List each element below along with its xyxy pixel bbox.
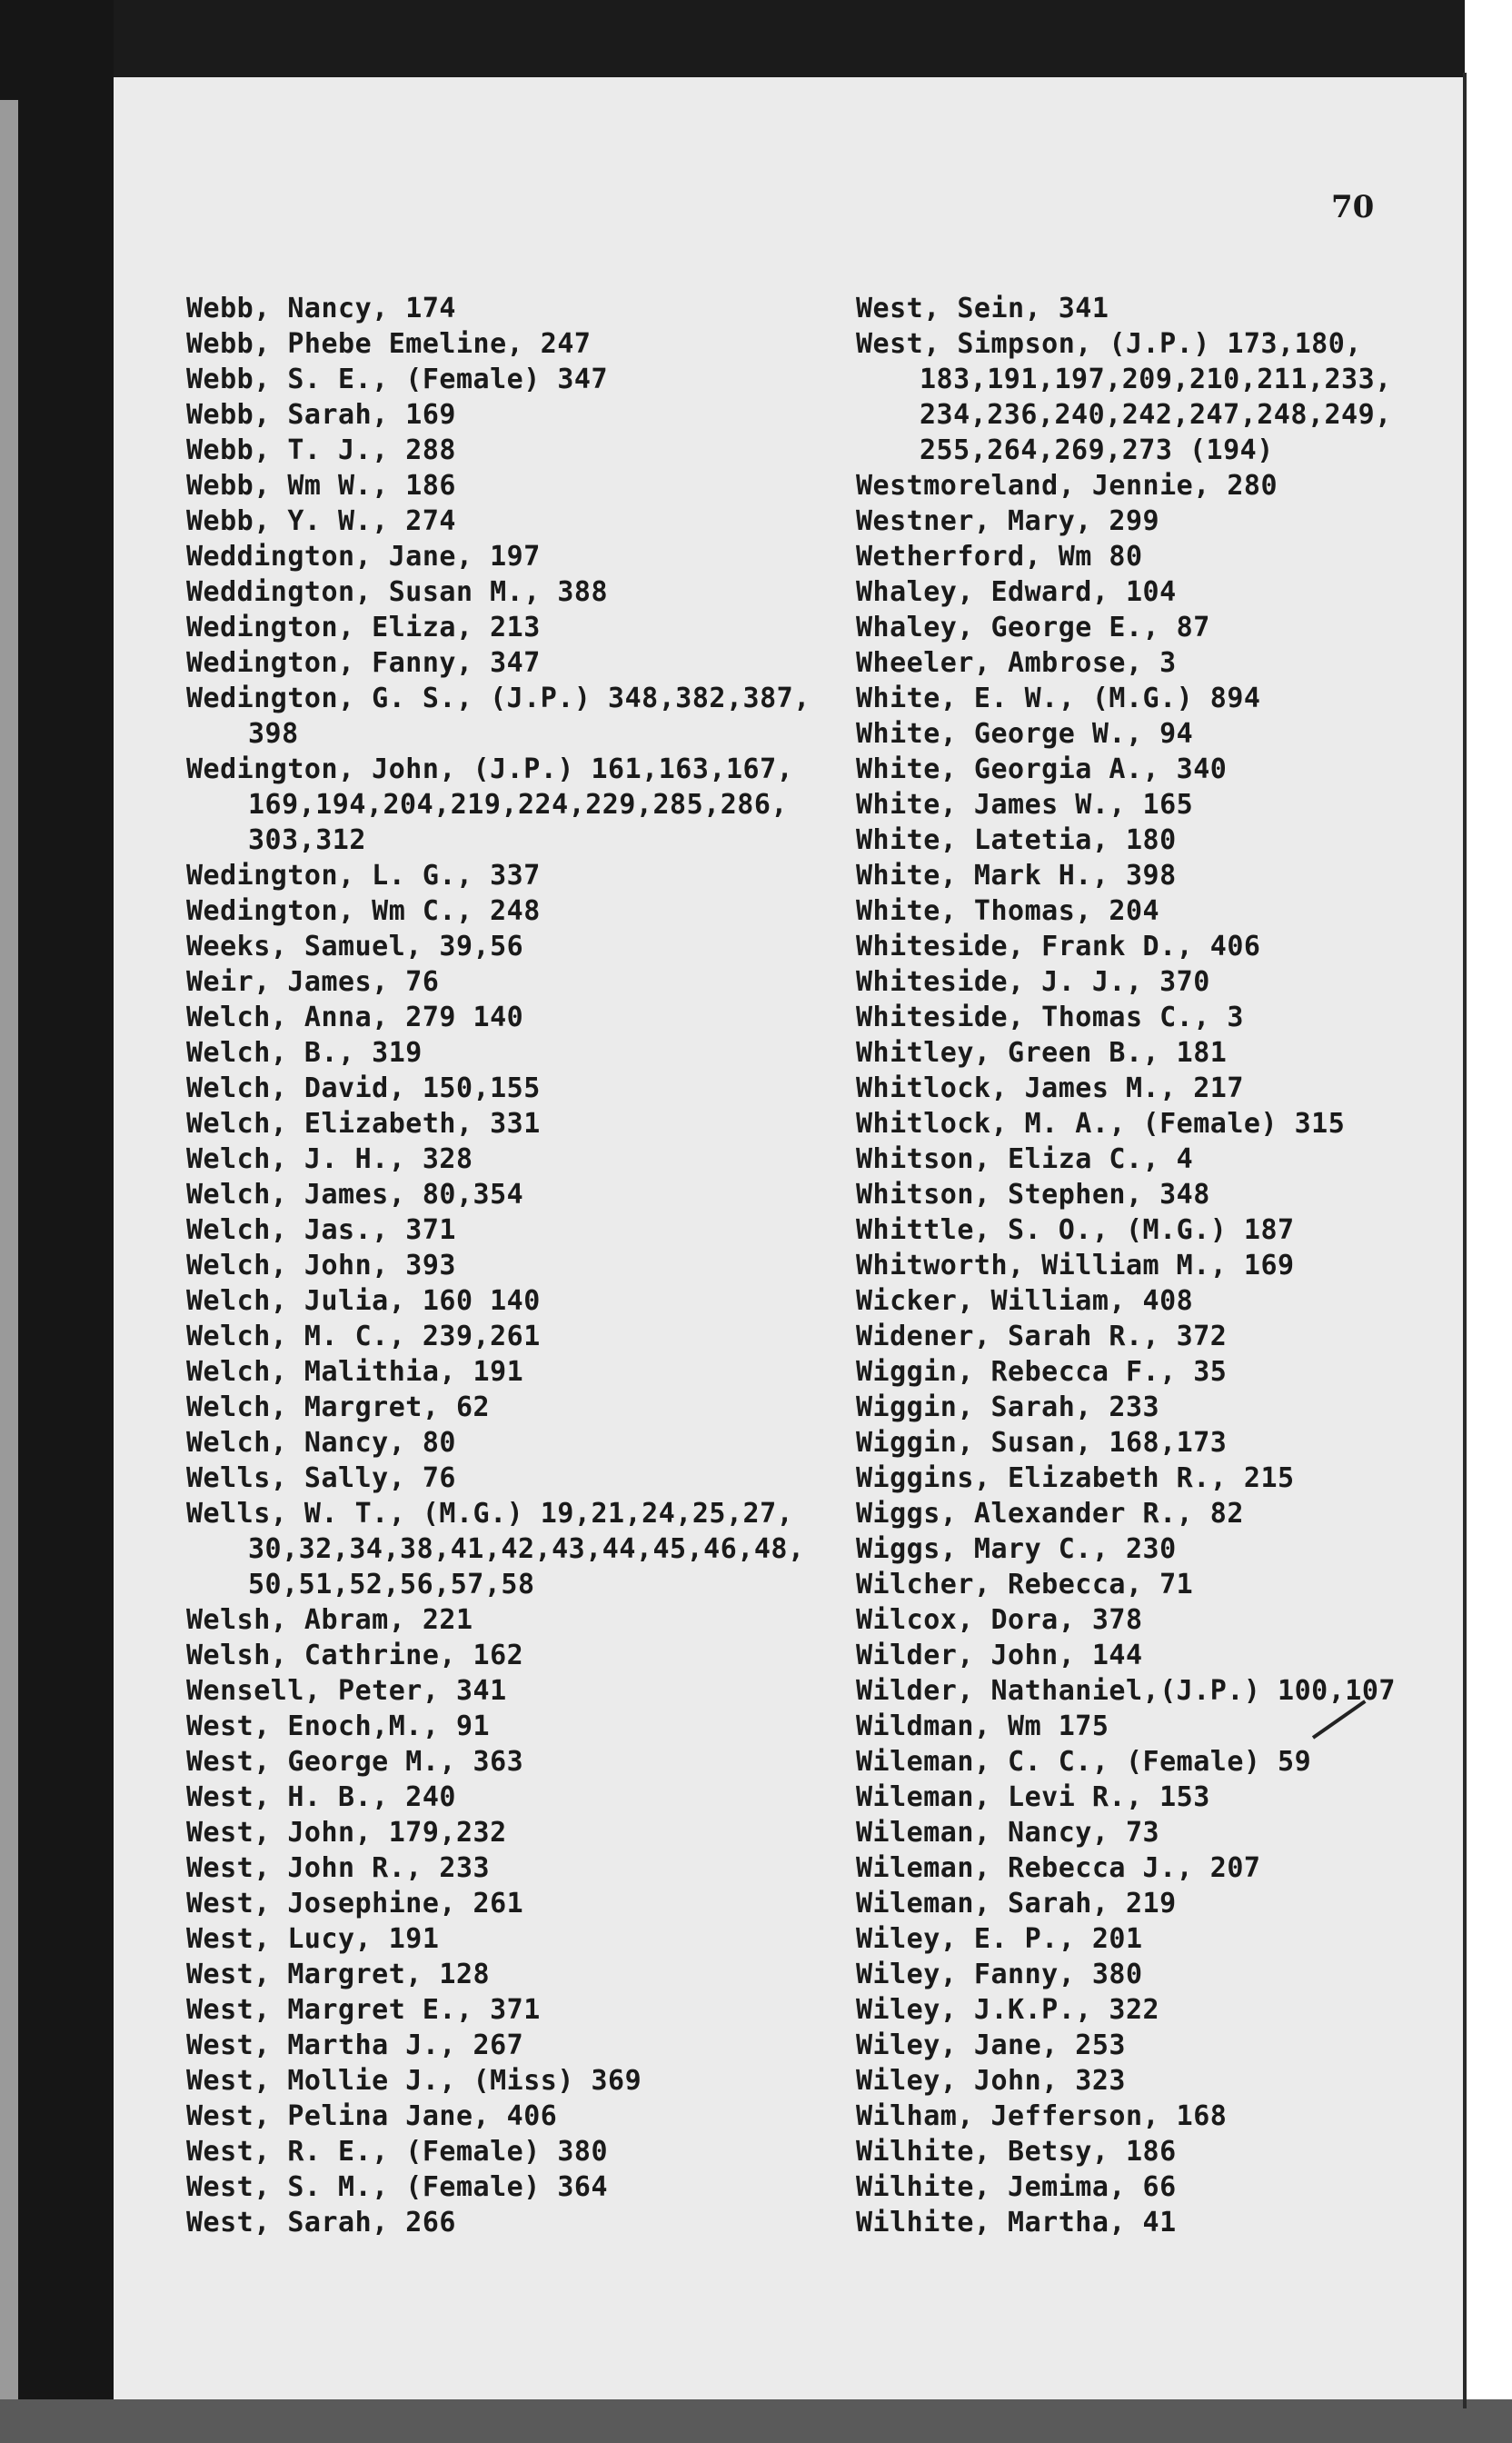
index-entry [186,574,786,610]
index-entry [856,1567,1365,1602]
entry-text: Wells, Sally, 76 [186,1462,456,1494]
entry-text: Welch, Elizabeth, 331 [186,1108,541,1140]
entry-text: Westmoreland, Jennie, 280 [856,470,1278,502]
entry-text: Welch, Anna, 279 140 [186,1002,524,1033]
index-entry [186,2134,786,2169]
entry-text: Whiteside, J. J., 370 [856,966,1210,998]
index-entry [186,1461,786,1496]
entry-text: Wilcher, Rebecca, 71 [856,1569,1194,1600]
entry-text: Welch, Margret, 62 [186,1391,491,1423]
index-entry [186,2205,786,2240]
entry-text: Wildman, Wm 175 [856,1710,1109,1742]
entry-text: West, Pelina Jane, 406 [186,2100,558,2132]
entry-continuation: 398 [248,718,299,750]
entry-continuation: 303,312 [248,824,366,856]
index-entry [186,1106,786,1142]
entry-text: White, James W., 165 [856,789,1194,821]
index-entry [186,1390,786,1425]
entry-text: West, Martha J., 267 [186,2029,524,2061]
index-entry [186,1177,786,1212]
index-entry [856,326,1392,468]
entry-text: Webb, Wm W., 186 [186,470,456,502]
entry-text: Wileman, Levi R., 153 [856,1781,1210,1813]
index-entry [856,504,1365,539]
index-entry [186,1248,786,1283]
index-entry [186,1957,786,1992]
index-entry [856,752,1365,787]
index-entry [186,1850,786,1886]
index-entry [856,1496,1365,1531]
index-entry [856,645,1365,681]
index-entry [856,1602,1365,1638]
entry-continuation: 30,32,34,38,41,42,43,44,45,46,48, [248,1533,805,1565]
index-entry [186,1000,786,1035]
entry-text: West, Josephine, 261 [186,1888,524,1920]
entry-text: Weddington, Susan M., 388 [186,576,609,608]
index-entry [186,433,786,468]
entry-text: West, George M., 363 [186,1746,524,1778]
index-entry [856,1921,1365,1957]
index-entry [186,1035,786,1071]
entry-text: Whittle, S. O., (M.G.) 187 [856,1214,1295,1246]
index-entry [856,2099,1365,2134]
index-entry [856,1850,1365,1886]
entry-text: Wicker, William, 408 [856,1285,1194,1317]
index-entry [186,326,786,362]
index-entry [856,1283,1365,1319]
index-entry [856,1071,1365,1106]
entry-text: Wedington, L. G., 337 [186,860,541,892]
entry-text: West, Mollie J., (Miss) 369 [186,2065,642,2097]
entry-text: West, John R., 233 [186,1852,491,1884]
index-entry [856,1673,1396,1709]
index-entry [186,1921,786,1957]
scan-border-top [0,0,1512,77]
index-entry [186,1673,786,1709]
index-entry [856,1248,1365,1283]
entry-text: Wiley, J.K.P., 322 [856,1994,1160,2026]
index-entry [186,1212,786,1248]
scan-border-bottom [0,2399,1512,2443]
entry-text: Welch, John, 393 [186,1250,456,1281]
page-edge-line [1463,73,1467,2408]
entry-text: Weddington, Jane, 197 [186,541,541,573]
entry-text: Webb, S. E., (Female) 347 [186,364,609,395]
index-entry [186,1071,786,1106]
entry-continuation: 50,51,52,56,57,58 [248,1569,535,1600]
index-entry [856,929,1365,964]
index-entry [186,2028,786,2063]
entry-text: West, S. M., (Female) 364 [186,2171,609,2203]
index-entry [856,716,1365,752]
entry-text: Wheeler, Ambrose, 3 [856,647,1177,679]
left-index-column [186,291,811,2240]
entry-text: Wedington, Eliza, 213 [186,612,541,643]
index-entry [186,1602,786,1638]
index-entry [186,1992,786,2028]
entry-text: Wileman, Sarah, 219 [856,1888,1177,1920]
index-entry [856,893,1365,929]
index-entry [856,1638,1365,1673]
entry-text: West, Lucy, 191 [186,1923,440,1955]
index-entry [186,362,786,397]
entry-text: West, Simpson, (J.P.) 173,180, [856,328,1362,360]
entry-text: Wiggins, Elizabeth R., 215 [856,1462,1295,1494]
entry-text: Welsh, Abram, 221 [186,1604,473,1636]
index-entry [856,1035,1365,1071]
index-entry [186,1886,786,1921]
index-entry [186,1142,786,1177]
index-entry [856,2028,1365,2063]
index-entry [856,539,1365,574]
entry-continuation: 169,194,204,219,224,229,285,286, [248,789,788,821]
index-entry [856,2063,1365,2099]
index-entry [186,645,786,681]
entry-text: Wiggs, Alexander R., 82 [856,1498,1244,1530]
entry-text: Wileman, C. C., (Female) 59 [856,1746,1312,1778]
entry-text: Welch, David, 150,155 [186,1072,541,1104]
entry-text: Wilham, Jefferson, 168 [856,2100,1228,2132]
entry-text: Whitlock, James M., 217 [856,1072,1244,1104]
entry-text: Welch, Jas., 371 [186,1214,456,1246]
index-entry [186,893,786,929]
entry-text: Wiggs, Mary C., 230 [856,1533,1177,1565]
entry-text: West, H. B., 240 [186,1781,456,1813]
index-entry [856,2169,1365,2205]
index-entry [186,1319,786,1354]
entry-text: Welch, Malithia, 191 [186,1356,524,1388]
entry-text: Webb, Nancy, 174 [186,293,456,324]
entry-text: West, Sarah, 266 [186,2207,456,2239]
index-entry [856,291,1365,326]
index-entry [856,1390,1365,1425]
entry-continuation: 234,236,240,242,247,248,249, [920,399,1392,431]
entry-text: Wiley, Jane, 253 [856,2029,1126,2061]
entry-text: Wiley, E. P., 201 [856,1923,1143,1955]
entry-text: Wedington, Fanny, 347 [186,647,541,679]
entry-text: Whitley, Green B., 181 [856,1037,1228,1069]
index-entry [856,1461,1365,1496]
entry-text: West, Margret E., 371 [186,1994,541,2026]
entry-text: West, John, 179,232 [186,1817,507,1849]
index-entry [856,468,1365,504]
entry-text: West, Enoch,M., 91 [186,1710,491,1742]
entry-continuation: 183,191,197,209,210,211,233, [920,364,1392,395]
index-entry [186,1709,786,1744]
index-entry [186,539,786,574]
index-entry [186,1780,786,1815]
entry-text: Westner, Mary, 299 [856,505,1160,537]
entry-text: Whitlock, M. A., (Female) 315 [856,1108,1346,1140]
entry-text: Webb, Phebe Emeline, 247 [186,328,592,360]
entry-text: Wileman, Rebecca J., 207 [856,1852,1261,1884]
entry-text: White, George W., 94 [856,718,1194,750]
right-index-column [856,291,1396,2240]
index-entry [856,1531,1365,1567]
index-entry [186,291,786,326]
index-entry [186,1354,786,1390]
entry-text: White, Latetia, 180 [856,824,1177,856]
entry-text: Wetherford, Wm 80 [856,541,1143,573]
entry-text: Wileman, Nancy, 73 [856,1817,1160,1849]
page-number: 70 [1331,189,1375,225]
entry-text: Welch, Nancy, 80 [186,1427,456,1459]
index-entry [186,964,786,1000]
index-entry [856,2134,1365,2169]
entry-text: Webb, T. J., 288 [186,434,456,466]
index-entry [186,1815,786,1850]
index-entry [186,504,786,539]
entry-text: Wiley, Fanny, 380 [856,1959,1143,1990]
entry-text: Wilder, John, 144 [856,1640,1143,1671]
index-entry [856,1142,1365,1177]
index-entry [856,1780,1365,1815]
entry-text: Wilhite, Betsy, 186 [856,2136,1177,2168]
entry-text: Wells, W. T., (M.G.) 19,21,24,25,27, [186,1498,794,1530]
index-entry [186,752,794,858]
entry-text: Whaley, George E., 87 [856,612,1210,643]
index-entry [856,787,1365,823]
index-entry [186,2063,786,2099]
entry-text: West, R. E., (Female) 380 [186,2136,609,2168]
index-entry [856,1709,1365,1744]
entry-text: Webb, Y. W., 274 [186,505,456,537]
entry-text: White, Mark H., 398 [856,860,1177,892]
entry-text: Welch, J. H., 328 [186,1143,473,1175]
entry-text: Wensell, Peter, 341 [186,1675,507,1707]
entry-text: Wilhite, Martha, 41 [856,2207,1177,2239]
index-entry [186,1425,786,1461]
entry-text: Whitson, Stephen, 348 [856,1179,1210,1211]
entry-text: Whiteside, Frank D., 406 [856,931,1261,962]
entry-text: West, Sein, 341 [856,293,1109,324]
index-entry [856,858,1365,893]
index-entry [186,468,786,504]
entry-text: Weir, James, 76 [186,966,440,998]
entry-text: White, Georgia A., 340 [856,753,1228,785]
index-entry [856,1000,1365,1035]
index-entry [856,1212,1365,1248]
index-entry [856,1886,1365,1921]
index-entry [186,929,786,964]
entry-text: Wiggin, Rebecca F., 35 [856,1356,1228,1388]
entry-text: Wilcox, Dora, 378 [856,1604,1143,1636]
entry-text: Widener, Sarah R., 372 [856,1321,1228,1352]
entry-text: Welch, James, 80,354 [186,1179,524,1211]
scan-border-right [1465,0,1512,2443]
entry-text: Wilder, Nathaniel,(J.P.) 100,107 [856,1675,1396,1707]
index-entry [856,1319,1365,1354]
index-entry [856,964,1365,1000]
index-entry [856,1106,1365,1142]
index-entry [856,2205,1365,2240]
index-entry [186,1283,786,1319]
entry-text: Wedington, G. S., (J.P.) 348,382,387, [186,683,811,714]
entry-continuation: 255,264,269,273 (194) [920,434,1274,466]
entry-text: White, E. W., (M.G.) 894 [856,683,1261,714]
index-entry [856,681,1365,716]
entry-text: Welsh, Cathrine, 162 [186,1640,524,1671]
entry-text: Whaley, Edward, 104 [856,576,1177,608]
entry-text: Weeks, Samuel, 39,56 [186,931,524,962]
entry-text: Wilhite, Jemima, 66 [856,2171,1177,2203]
entry-text: West, Margret, 128 [186,1959,491,1990]
entry-text: Whitson, Eliza C., 4 [856,1143,1194,1175]
index-entry [856,1744,1365,1780]
index-entry [186,397,786,433]
index-entry [856,823,1365,858]
index-entry [856,574,1365,610]
index-entry [186,2099,786,2134]
entry-text: Wedington, Wm C., 248 [186,895,541,927]
index-entry [856,1425,1365,1461]
index-entry [856,1354,1365,1390]
entry-text: Webb, Sarah, 169 [186,399,456,431]
index-entry [186,681,811,752]
index-entry [186,1744,786,1780]
index-entry [856,1177,1365,1212]
scan-border-left-edge [0,100,18,2427]
entry-text: Wiley, John, 323 [856,2065,1126,2097]
entry-text: Welch, Julia, 160 140 [186,1285,541,1317]
index-entry [186,858,786,893]
index-entry [186,610,786,645]
entry-text: Wedington, John, (J.P.) 161,163,167, [186,753,794,785]
entry-text: Whitworth, William M., 169 [856,1250,1295,1281]
index-entry [856,1957,1365,1992]
entry-text: White, Thomas, 204 [856,895,1160,927]
index-entry [186,2169,786,2205]
entry-text: Wiggin, Sarah, 233 [856,1391,1160,1423]
entry-text: Wiggin, Susan, 168,173 [856,1427,1228,1459]
entry-text: Welch, M. C., 239,261 [186,1321,541,1352]
index-entry [856,1815,1365,1850]
entry-text: Welch, B., 319 [186,1037,423,1069]
entry-text: Whiteside, Thomas C., 3 [856,1002,1244,1033]
index-entry [186,1638,786,1673]
index-entry [856,610,1365,645]
index-entry [186,1496,805,1602]
index-entry [856,1992,1365,2028]
